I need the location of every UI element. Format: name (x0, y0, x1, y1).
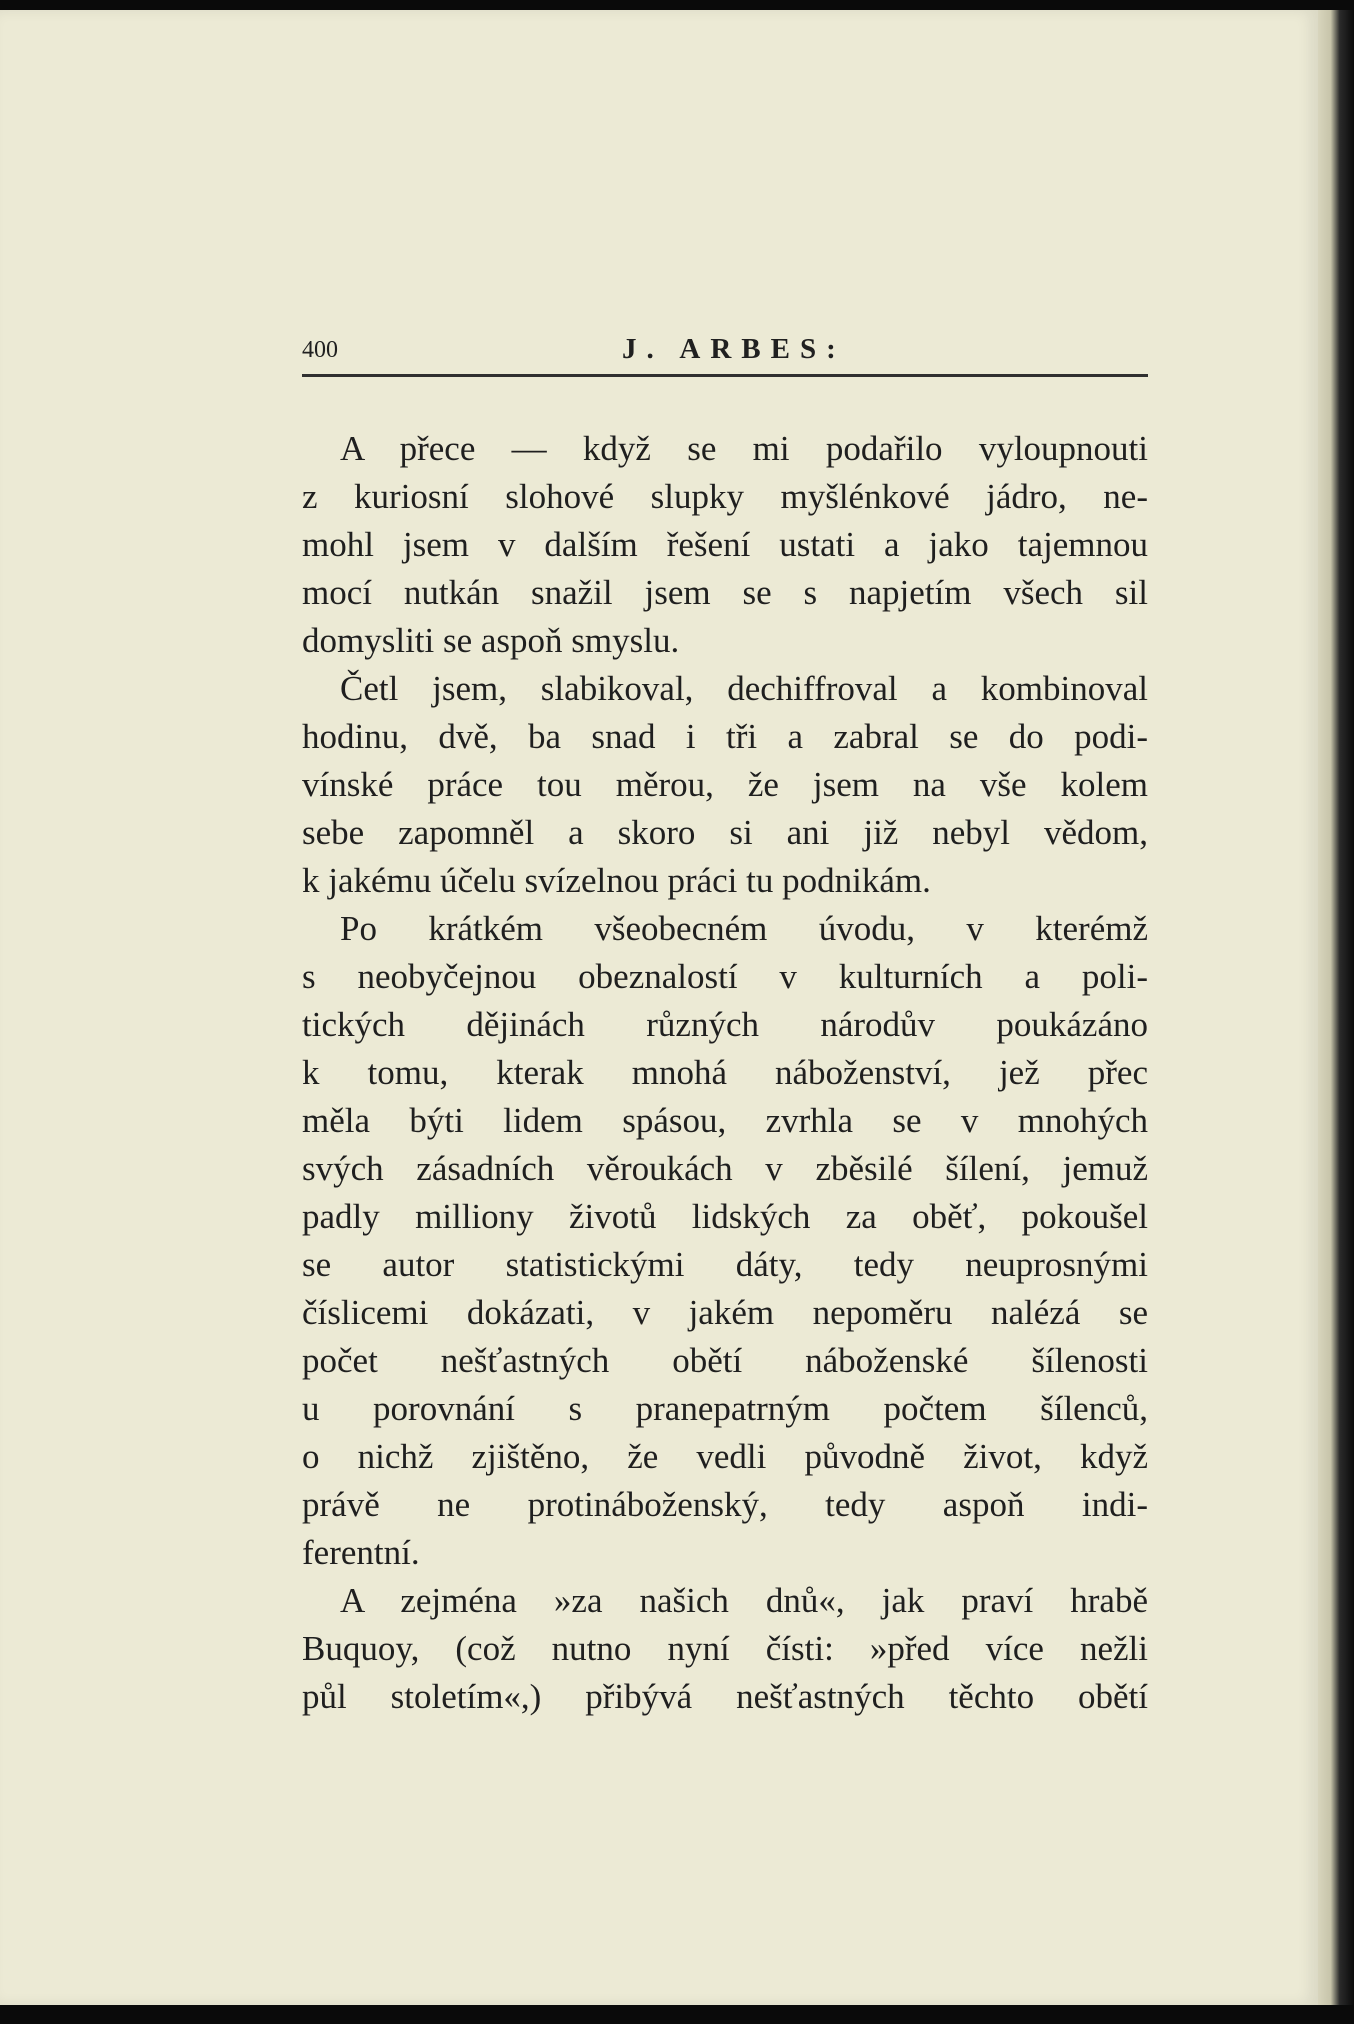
page-edge-shadow (1318, 10, 1354, 2005)
text-line: z kuriosní slohové slupky myšlénkové jádro, ne- (302, 477, 1148, 516)
text-line: ferentní. (302, 1533, 420, 1572)
text-line: padly milliony životů lidských za oběť, pokoušel (302, 1197, 1148, 1236)
text-line: sebe zapomněl a skoro si ani již nebyl vědom, (302, 813, 1148, 852)
page-number: 400 (302, 337, 338, 363)
text-line: měla býti lidem spásou, zvrhla se v mnohých (302, 1101, 1148, 1140)
header-rule (302, 374, 1148, 377)
text-line: k tomu, kterak mnohá náboženství, jež přec (302, 1053, 1148, 1092)
text-line: půl stoletím«,) přibývá nešťastných těchto obětí (302, 1677, 1148, 1716)
text-line: domysliti se aspoň smyslu. (302, 621, 680, 660)
text-line: svých zásadních věroukách v zběsilé šílení, jemuž (302, 1149, 1148, 1188)
text-line: A zejména »za našich dnů«, jak praví hrabě (340, 1581, 1148, 1620)
text-line: mocí nutkán snažil jsem se s napjetím všech sil (302, 573, 1148, 612)
text-line: Četl jsem, slabikoval, dechiffroval a kombinoval (340, 669, 1148, 708)
text-line: Buquoy, (což nutno nyní čísti: »před více nežli (302, 1629, 1148, 1668)
text-line: Po krátkém všeobecném úvodu, v kterémž (340, 909, 1148, 948)
body-text (302, 425, 1148, 1721)
text-line: s neobyčejnou obeznalostí v kulturních a poli- (302, 957, 1148, 996)
text-line: vínské práce tou měrou, že jsem na vše kolem (302, 765, 1148, 804)
running-head: J. ARBES: (622, 333, 846, 365)
text-line: se autor statistickými dáty, tedy neuprosnými (302, 1245, 1148, 1284)
text-line: k jakému účelu svízelnou práci tu podnikám. (302, 861, 931, 900)
text-line: A přece — když se mi podařilo vyloupnouti (340, 429, 1148, 468)
text-line: u porovnání s pranepatrným počtem šílenců, (302, 1389, 1148, 1428)
text-line: o nichž zjištěno, že vedli původně život, když (302, 1437, 1148, 1476)
text-line: právě ne protináboženský, tedy aspoň indi- (302, 1485, 1148, 1524)
text-line: počet nešťastných obětí náboženské šílenosti (302, 1341, 1148, 1380)
text-line: mohl jsem v dalším řešení ustati a jako tajemnou (302, 525, 1148, 564)
text-line: hodinu, dvě, ba snad i tři a zabral se do podi- (302, 717, 1148, 756)
page-header (302, 333, 1148, 373)
text-line: tických dějinách různých národův poukázáno (302, 1005, 1148, 1044)
text-line: číslicemi dokázati, v jakém nepoměru nalézá se (302, 1293, 1148, 1332)
